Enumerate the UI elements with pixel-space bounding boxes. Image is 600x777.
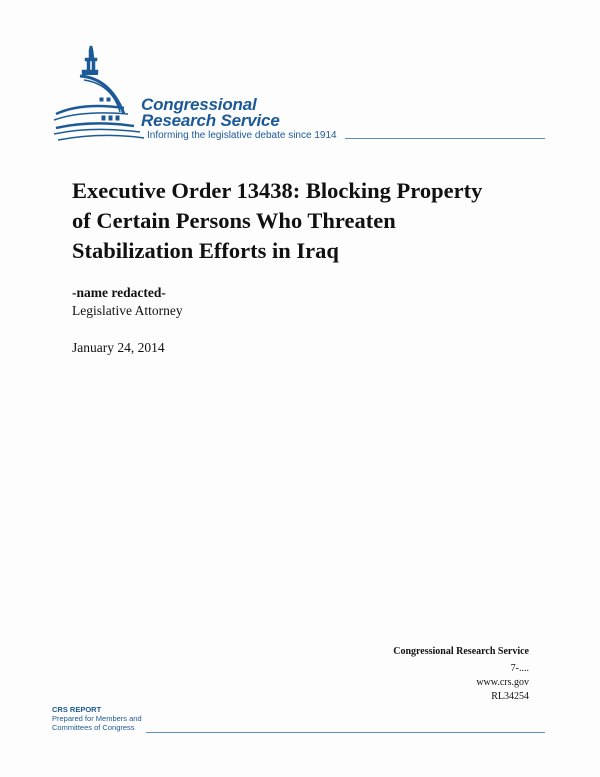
author-role: Legislative Attorney	[72, 303, 183, 318]
footer-line-1: Prepared for Members and	[52, 714, 142, 723]
publisher-block	[393, 645, 529, 704]
report-date: January 24, 2014	[72, 340, 165, 355]
title-line-1: Executive Order 13438: Blocking Property	[72, 178, 483, 203]
report-number: RL34254	[491, 691, 529, 702]
report-title	[72, 176, 542, 266]
tagline-divider	[345, 138, 545, 139]
brand-tagline: Informing the legislative debate since 1914	[147, 130, 337, 141]
brand-name-line1: Congressional	[141, 95, 257, 114]
footer-divider	[146, 732, 545, 733]
footer-line-2: Committees of Congress	[52, 723, 135, 732]
title-line-2: of Certain Persons Who Threaten	[72, 208, 396, 233]
footer-label: CRS REPORT	[52, 705, 102, 714]
brand-name-line2: Research Service	[141, 111, 280, 130]
publisher-org: Congressional Research Service	[393, 646, 529, 657]
publisher-phone: 7-....	[510, 663, 529, 674]
crs-report-footer	[52, 705, 142, 732]
capitol-dome-icon	[52, 42, 152, 142]
publisher-website: www.crs.gov	[476, 677, 529, 688]
author-name: -name redacted-	[72, 285, 166, 300]
title-line-3: Stabilization Efforts in Iraq	[72, 238, 339, 263]
